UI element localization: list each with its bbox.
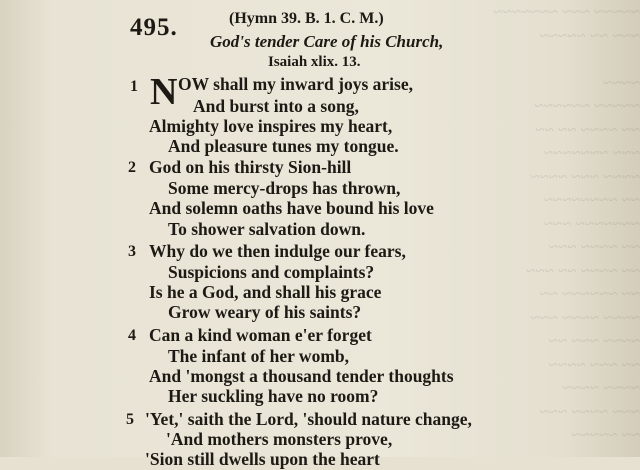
verse-line: And 'mongst a thousand tender thoughts [149, 366, 454, 386]
verse-line: Her suckling have no room? [168, 386, 379, 406]
bleed-through-text: ~~~~~ ~~~ ~~~~~~~ ~~~ ~~ ~~~~~ ~~~~ ~~~~~ ~~~~~~ ~~ ~~~~ ~~ ~~ ~~~ ~~~~~~~ ~~~~ ~~~ ~~~~ ~~ ~~~~~~~~ ~~~~~~~ ~~~ ~~ ~~~~ ~~~ ~~ ~~~~ ~~ ~~~ ~~ ~~~~~~ ~~ ~~~~ ~~~~ ~~~ ~~~~ ~~~ ~~ ~~ ~~~ ~~~~ ~~~~ ~~~~ ~~~ ~~~~ ~~~ ~~ ~~~~~ [493, 2, 640, 444]
verse-line: And solemn oaths have bound his love [149, 198, 434, 218]
verse-number: 5 [126, 411, 134, 428]
verse-line: And pleasure tunes my tongue. [168, 136, 399, 156]
verse-line: And burst into a song, [193, 96, 359, 116]
verse-number: 1 [130, 78, 138, 95]
hymn-title: God's tender Care of his Church, [210, 32, 444, 51]
verse-line: Why do we then indulge our fears, [149, 241, 406, 261]
verse-line: 'And mothers monsters prove, [166, 429, 393, 449]
verse-line: OW shall my inward joys arise, [178, 74, 413, 94]
hymn-number: 495. [130, 14, 178, 41]
verse-line: To shower salvation down. [168, 219, 366, 239]
verse-line: The infant of her womb, [168, 346, 350, 366]
verse-line: Some mercy-drops has thrown, [168, 178, 401, 198]
verse-number: 4 [128, 327, 136, 344]
verse-line: Is he a God, and shall his grace [149, 282, 382, 302]
verse-line: Grow weary of his saints? [168, 302, 362, 322]
hymn-meta: (Hymn 39. B. 1. C. M.) [229, 10, 384, 27]
scripture-reference: Isaiah xlix. 13. [268, 54, 361, 70]
verse-line: God on his thirsty Sion-hill [149, 157, 352, 177]
verse-number: 2 [128, 159, 136, 176]
verse-number: 3 [128, 243, 136, 260]
drop-cap: N [150, 71, 178, 113]
verse-line: Almighty love inspires my heart, [149, 116, 393, 136]
verse-line: Suspicions and complaints? [168, 262, 375, 282]
verse-line: Can a kind woman e'er forget [149, 325, 372, 345]
verse-line: 'Yet,' saith the Lord, 'should nature change, [145, 409, 472, 429]
verse-line: 'Sion still dwells upon the heart [145, 449, 380, 469]
